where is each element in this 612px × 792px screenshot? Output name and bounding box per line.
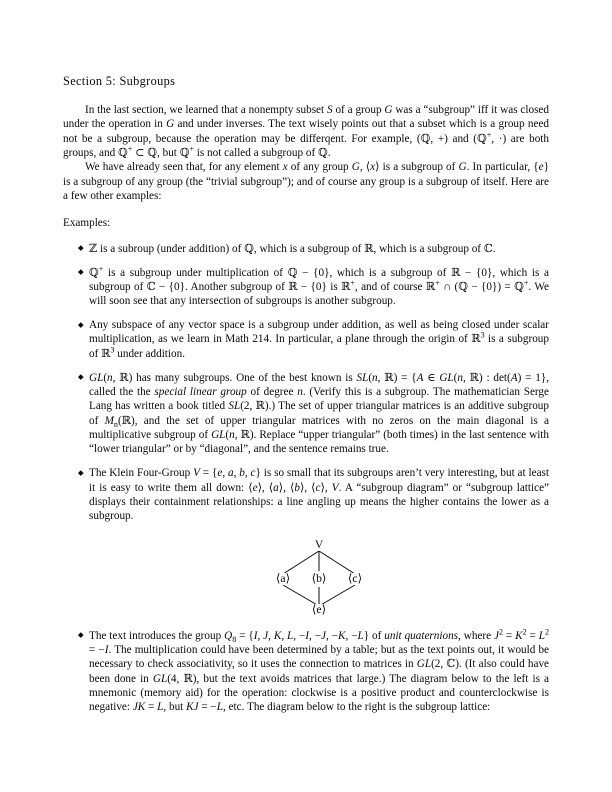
edge-v-to-a (283, 551, 319, 574)
paragraph-trivial-subgroup: We have already seen that, for any element x of any group G, ⟨x⟩ is a subgroup of G. In particular, {e} is a subgroup of any group (the “trivial subgroup”); and of course any group is a subgroup of itself. Here are a few other examples: (63, 161, 550, 203)
klein-four-group-lattice-diagram (244, 538, 394, 616)
bullet-marker-icon (78, 632, 83, 637)
bullet-marker-icon (78, 269, 83, 274)
lattice-node-a: ⟨a⟩ (275, 571, 291, 585)
list-item-vector-subspace (63, 318, 549, 361)
lattice-node-top: V (314, 537, 324, 551)
paragraph-intro-subgroup-definition: In the last section, we learned that a nonempty subset S of a group G was a “subgroup” iff it was closed under the operation in G and under inverses. The text wisely points out that a subset which is a group need not be a subgroup, because the operation may be differqent. For example, (ℚ, +) and (ℚ+, ·) are both groups, and ℚ+ ⊂ ℚ, but ℚ+ is not called a subgroup of ℚ. (63, 104, 549, 160)
edge-v-to-c (319, 551, 355, 574)
list-item-text: Any subspace of any vector space is a subgroup under addition, as well as being closed under scalar multiplication, as we learn in Math 214. In particular, a plane through the origin of ℝ$^3$ is a subgroup of ℝ$^3$ under addition. (89, 319, 549, 360)
page-content (63, 74, 549, 715)
list-item-general-linear-group (63, 371, 549, 457)
list-item-quaternion-group (63, 626, 550, 715)
page-title: Section 5: Subgroups (63, 74, 176, 88)
examples-list (63, 242, 549, 715)
list-item-integers-chain (63, 242, 549, 256)
lattice-node-b: ⟨b⟩ (311, 571, 327, 585)
bullet-marker-icon (78, 375, 83, 380)
list-item-klein-four-group (63, 466, 549, 615)
lattice-node-c: ⟨c⟩ (347, 571, 363, 585)
examples-heading: Examples: (63, 217, 111, 230)
bullet-marker-icon (78, 322, 83, 327)
list-item-text: ℤ is a subroup (under addition) of ℚ, which is a subgroup of ℝ, which is a subgroup of ℂ. (89, 241, 496, 255)
bullet-marker-icon (78, 246, 83, 251)
list-item-text: The Klein Four-Group V = {e, a, b, c} is so small that its subgroups aren’t very interesting, but at least it is easy to write them all down: ⟨e⟩, ⟨a⟩, ⟨b⟩, ⟨c⟩, V. A “subgroup diagram” or “subgroup lattice” displays their containment relationships: a line angling up means the higher contains the lower as a subgroup. (89, 467, 550, 523)
subgroup-lattice-figure (89, 538, 549, 616)
bullet-marker-icon (78, 470, 83, 475)
lattice-node-bottom: ⟨e⟩ (311, 602, 327, 616)
list-item-text: ℚ+ is a subgroup under multiplication of ℚ − {0}, which is a subgroup of ℝ − {0}, which is a subgroup of ℂ − {0}. Another subgroup of ℝ − {0} is ℝ+, and of course ℝ+ ∩ (ℚ − {0}) = ℚ+. We will soon see that any intersection of subgroups is another subgroup. (89, 263, 549, 308)
list-item-text: The text introduces the group $Q_8 = \{I$, J, K, L, −I, −J, −K, −L} of unit quaternions, where $J^2 = K^2 = L^2 = -I$. The multiplication could have been determined by a table; but as the text points out, it would be necessary to check associativity, so it uses the connection to matrices in GL(2, ℂ). (It also could have been done in GL(4, ℝ), but the text avoids matrices that large.) The diagram below to the left is a mnemonic (memory aid) for the operation: clockwise is a positive product and counterclockwise is negative: JK = L, but KJ = −L, etc. The diagram below to the right is the subgroup lattice: (89, 626, 550, 714)
list-item-positive-rationals (63, 263, 549, 309)
list-item-text: GL(n, ℝ) has many subgroups. One of the best known is SL(n, ℝ) = {A ∈ GL(n, ℝ) : det(A) = 1}, called the the special linear group of degree n. (Verify this is a subgroup. The mathematician Serge Lang has written a book titled SL(2, ℝ).) The set of upper triangular matrices is an additive subgroup of $M_n(ℝ)$, and the set of upper triangular matrices with no zeros on the main diagonal is a multiplicative subgroup of GL(n, ℝ). Replace “upper triangular” (both times) in the last sentence with “lower triangular” or by “diagonal”, and the sentence remains true. (89, 370, 550, 456)
